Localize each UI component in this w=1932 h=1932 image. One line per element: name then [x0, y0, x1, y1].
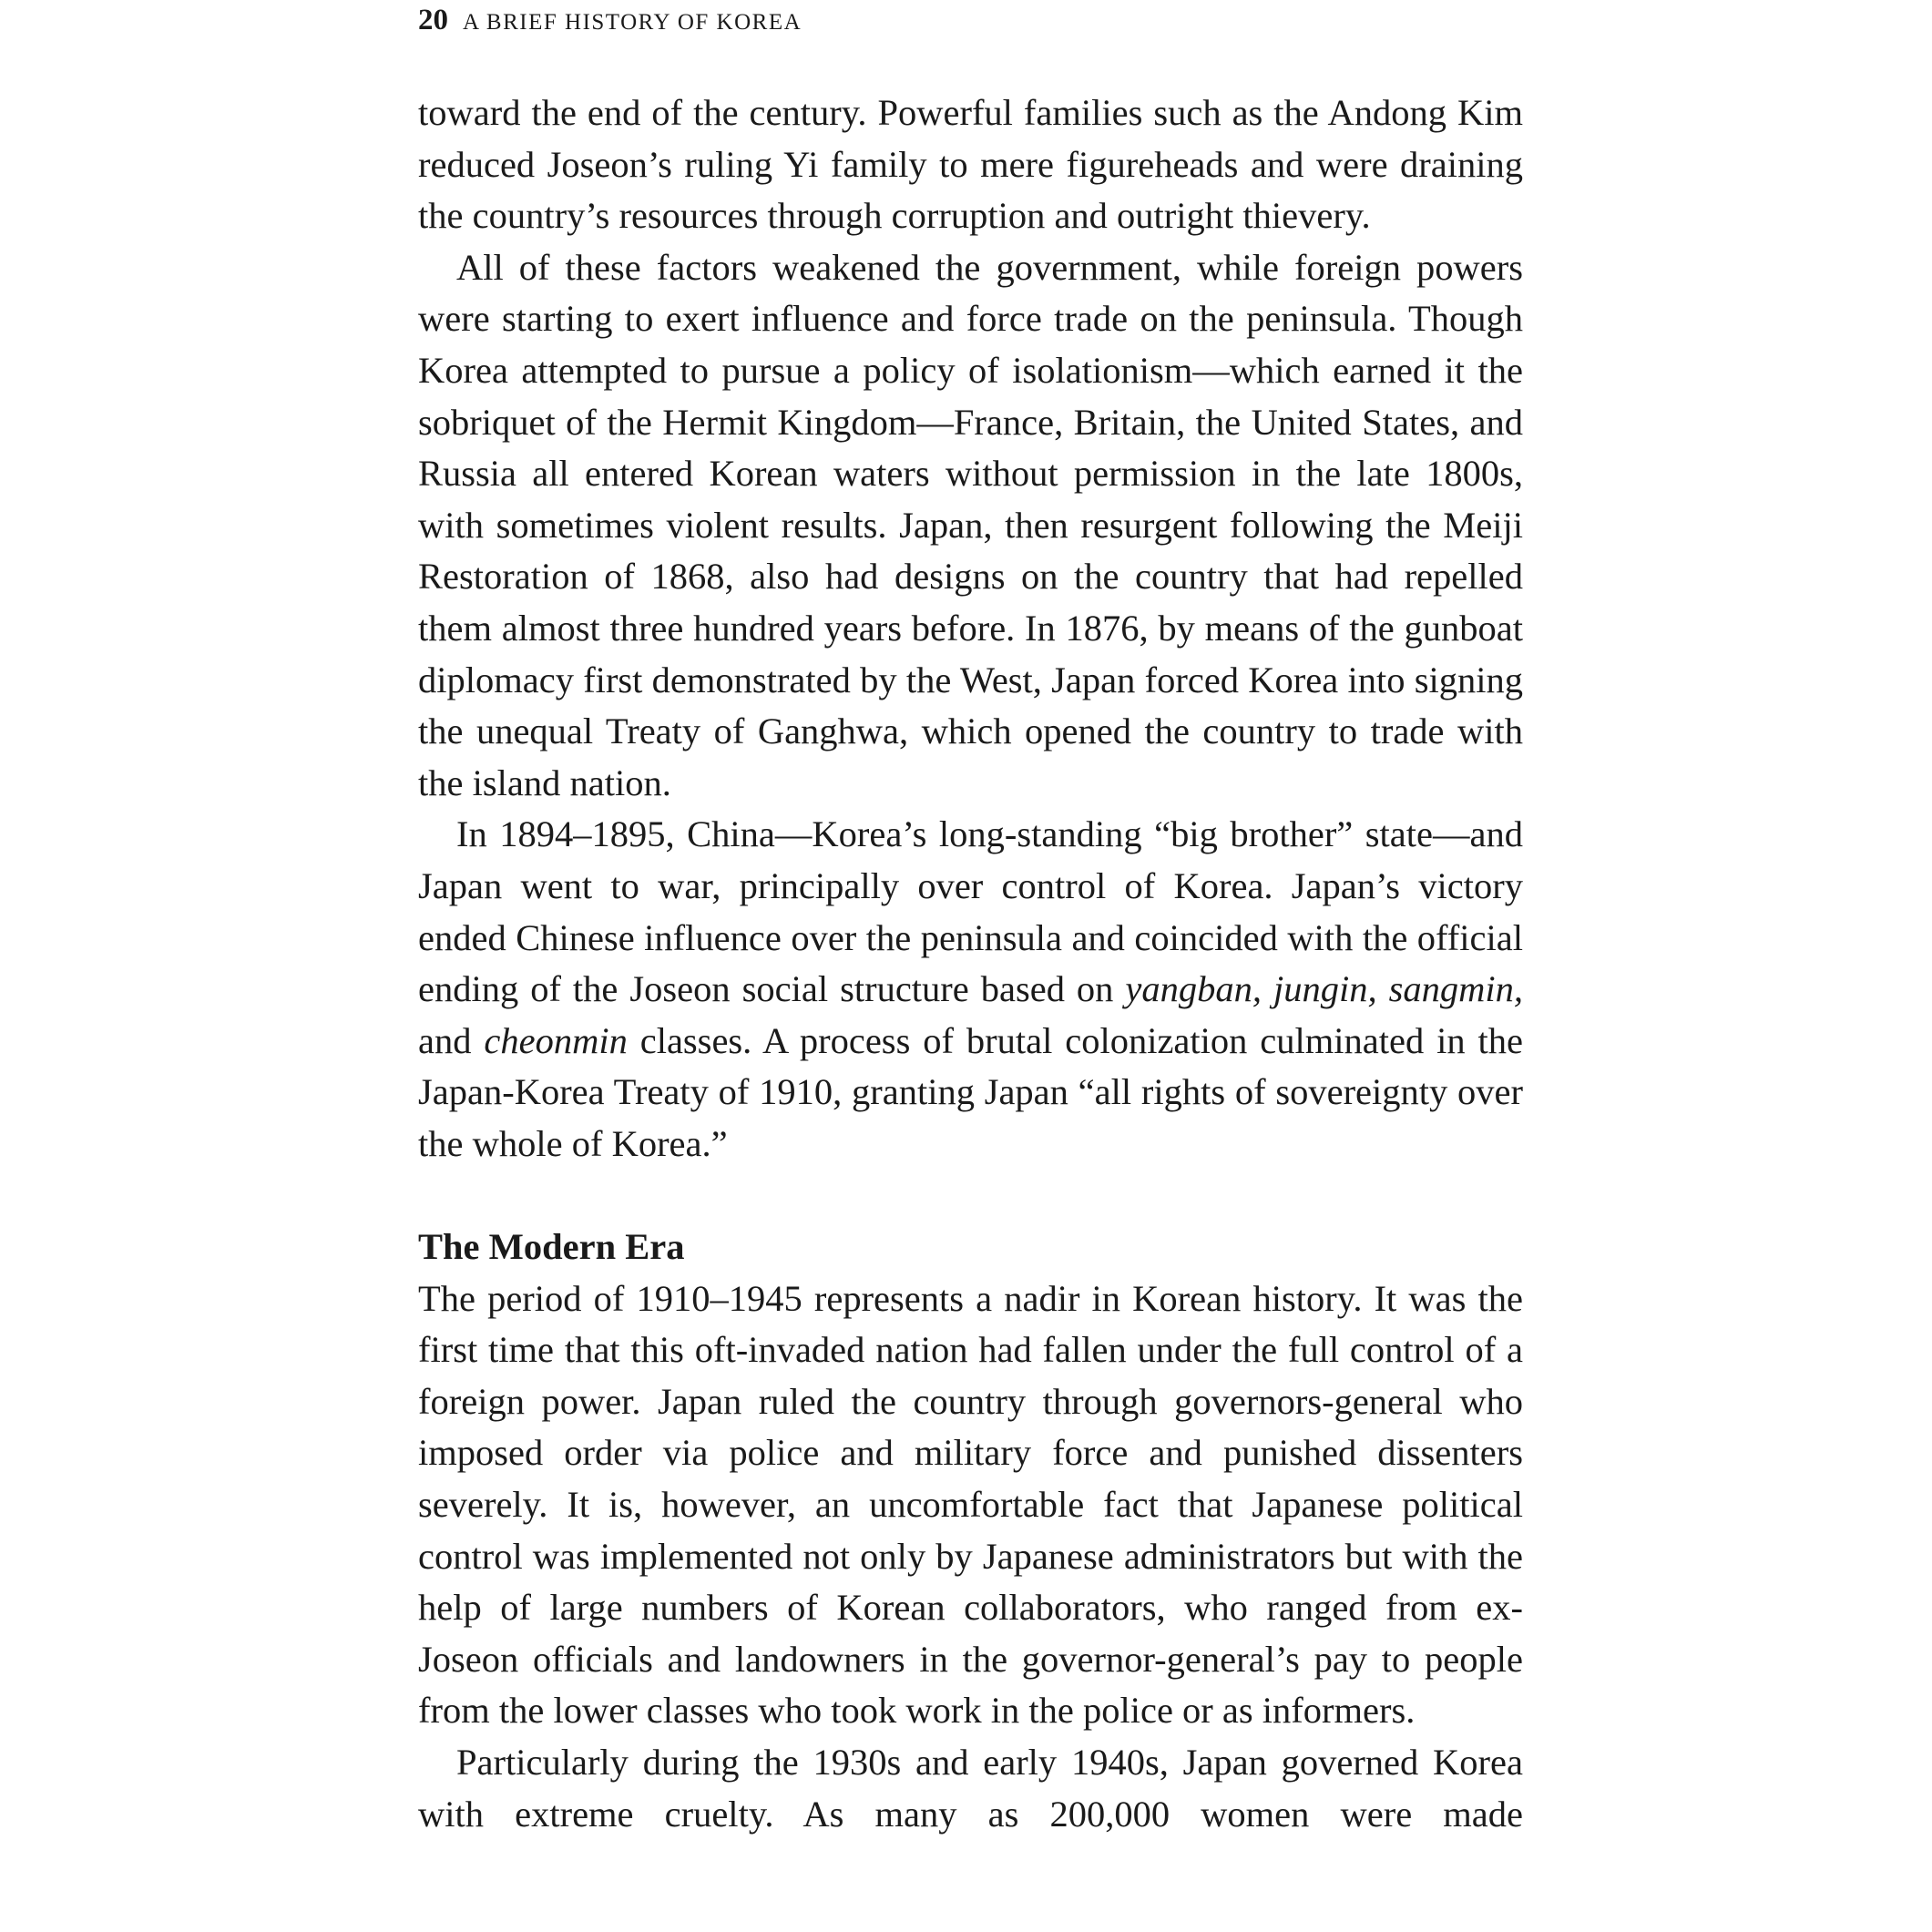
italic-class-terms: yangban, jungin, sangmin, — [1125, 968, 1524, 1010]
page-number: 20 — [418, 4, 448, 36]
section-heading: The Modern Era — [418, 1226, 685, 1268]
running-head — [418, 2, 802, 38]
paragraph-foreign-powers: All of these factors weakened the government, while foreign powers were starting to exert influence and force trade on the peninsula. Though Korea attempted to pursue a policy of isolationism—which earned it the sobriquet of the Hermit Kingdom—France, Britain, the United States, and Russia all entered Korean waters without permission in the late 1800s, with sometimes violent results. Japan, then resurgent following the Meiji Restoration of 1868, also had designs on the country that had repelled them almost three hundred years before. In 1876, by means of the gunboat diplomacy first demonstrated by the West, Japan forced Korea into signing the unequal Treaty of Ganghwa, which opened the country to trade with the island nation. — [418, 246, 1523, 803]
paragraph-colonial-period: The period of 1910–1945 represents a nadir in Korean history. It was the first time that this oft-invaded nation had fallen under the full control of a foreign power. Japan ruled the country through governors-general who imposed order via police and military force and punished dissenters severely. It is, however, an uncomfortable fact that Japanese political control was implemented not only by Japanese administrators but with the help of large numbers of Korean collaborators, who ranged from ex-Joseon officials and landowners in the governor-general’s pay to people from the lower classes who took work in the police or as informers. — [418, 1277, 1523, 1732]
book-title: A BRIEF HISTORY OF KOREA — [463, 10, 802, 35]
paragraph-cruelty: Particularly during the 1930s and early 1940s, Japan governed Korea with extreme cruelty. As many as 200,000 women were made — [418, 1742, 1523, 1835]
paragraph-text-lead: In 1894–1895, China—Korea’s long-standing “big brother” state—and Japan went to war, principally over control of Korea. Japan’s victory ended Chinese influence over the peninsula and coincided with the official ending of the Joseon social structure based on — [418, 813, 1523, 1010]
paragraph-continuation: toward the end of the century. Powerful families such as the Andong Kim reduced Joseon’s ruling Yi family to mere figureheads and were draining the country’s resources through corruption and outright thievery. — [418, 92, 1523, 237]
italic-class-term-cheonmin: cheonmin — [484, 1019, 628, 1061]
body-text — [418, 87, 1523, 1840]
paragraph-text-and: and — [418, 1019, 485, 1061]
paragraph-text-tail: classes. A process of brutal colonization culminated in the Japan-Korea Treaty of 1910, granting Japan “all rights of sovereignty over the whole of Korea.” — [418, 1019, 1523, 1164]
paragraph-sino-japanese-war — [418, 809, 1523, 1170]
